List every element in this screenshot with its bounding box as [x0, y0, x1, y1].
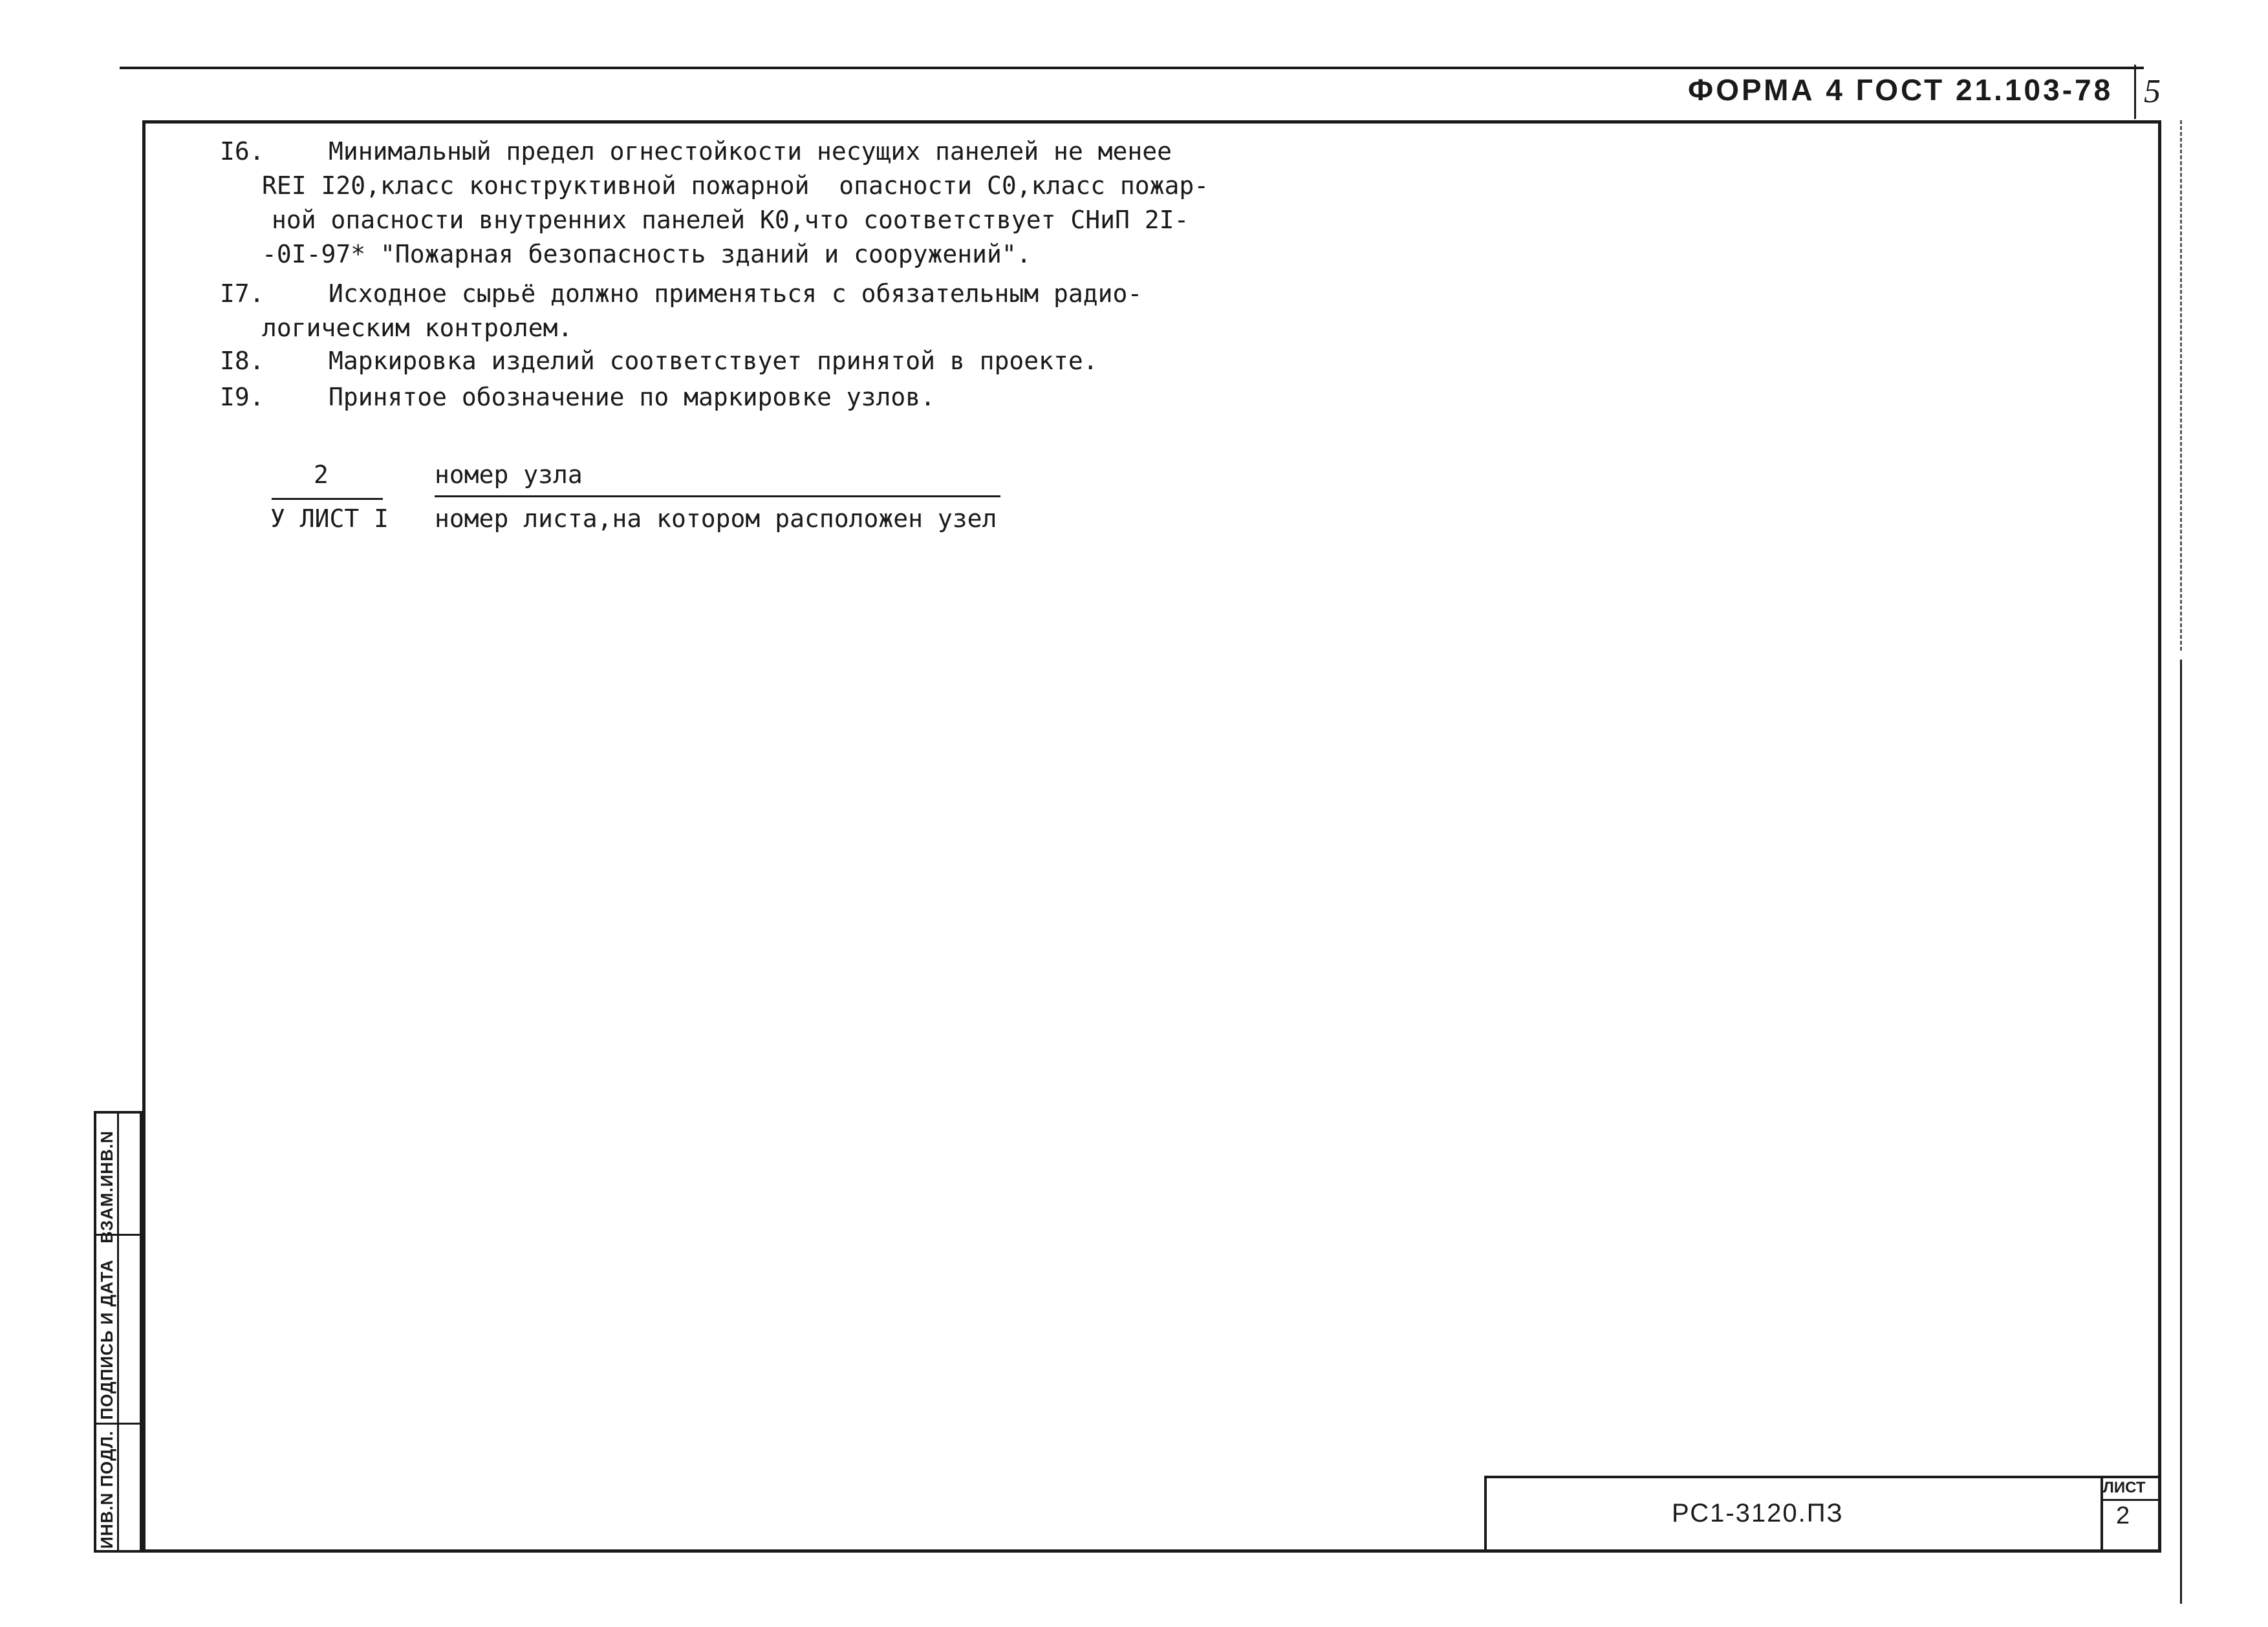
margin-stamp-text: ИНВ.N ПОДЛ. ПОДПИСЬ И ДАТА ВЗАМ.ИНВ.N — [97, 1130, 116, 1549]
item-line: Принятое обозначение по маркировке узлов. — [329, 383, 935, 411]
binding-marks — [2180, 120, 2182, 651]
legend-denominator-desc: номер листа,на котором расположен узел — [435, 504, 997, 533]
item-number: I9. — [220, 383, 265, 411]
legend-denominator: У ЛИСТ I — [270, 504, 389, 533]
item-line: Маркировка изделий соответствует принятой в проекте. — [329, 347, 1098, 375]
legend-underline — [435, 495, 1000, 497]
item-line: логическим контролем. — [262, 314, 573, 342]
sheet-cell-divider — [2101, 1499, 2159, 1501]
item-line: -0I-97* "Пожарная безопасность зданий и сооружений". — [262, 240, 1031, 268]
margin-stamp-divider — [117, 1111, 119, 1553]
page-number: 5 — [2144, 73, 2161, 110]
sheet-label: ЛИСТ — [2103, 1479, 2146, 1496]
legend-fraction-line — [272, 498, 383, 500]
binding-edge — [2180, 660, 2182, 1604]
sheet-number: 2 — [2116, 1502, 2130, 1529]
item-line: Минимальный предел огнестойкости несущих панелей не менее — [329, 137, 1172, 166]
corner-divider — [2134, 65, 2136, 119]
item-line: REI I20,класс конструктивной пожарной опасности С0,класс пожар- — [262, 171, 1209, 200]
legend-numerator-desc: номер узла — [435, 460, 583, 489]
item-number: I7. — [220, 279, 265, 308]
legend-numerator: 2 — [314, 460, 329, 489]
item-number: I8. — [220, 347, 265, 375]
item-line: Исходное сырьё должно применяться с обязательным радио- — [329, 279, 1143, 308]
document-code: РС1-3120.ПЗ — [1672, 1499, 1844, 1527]
top-rule — [120, 67, 2144, 69]
item-number: I6. — [220, 137, 265, 166]
form-stamp: ФОРМА 4 ГОСТ 21.103-78 — [1688, 73, 2113, 107]
item-line: ной опасности внутренних панелей К0,что соответствует СНиП 2I- — [272, 206, 1189, 234]
